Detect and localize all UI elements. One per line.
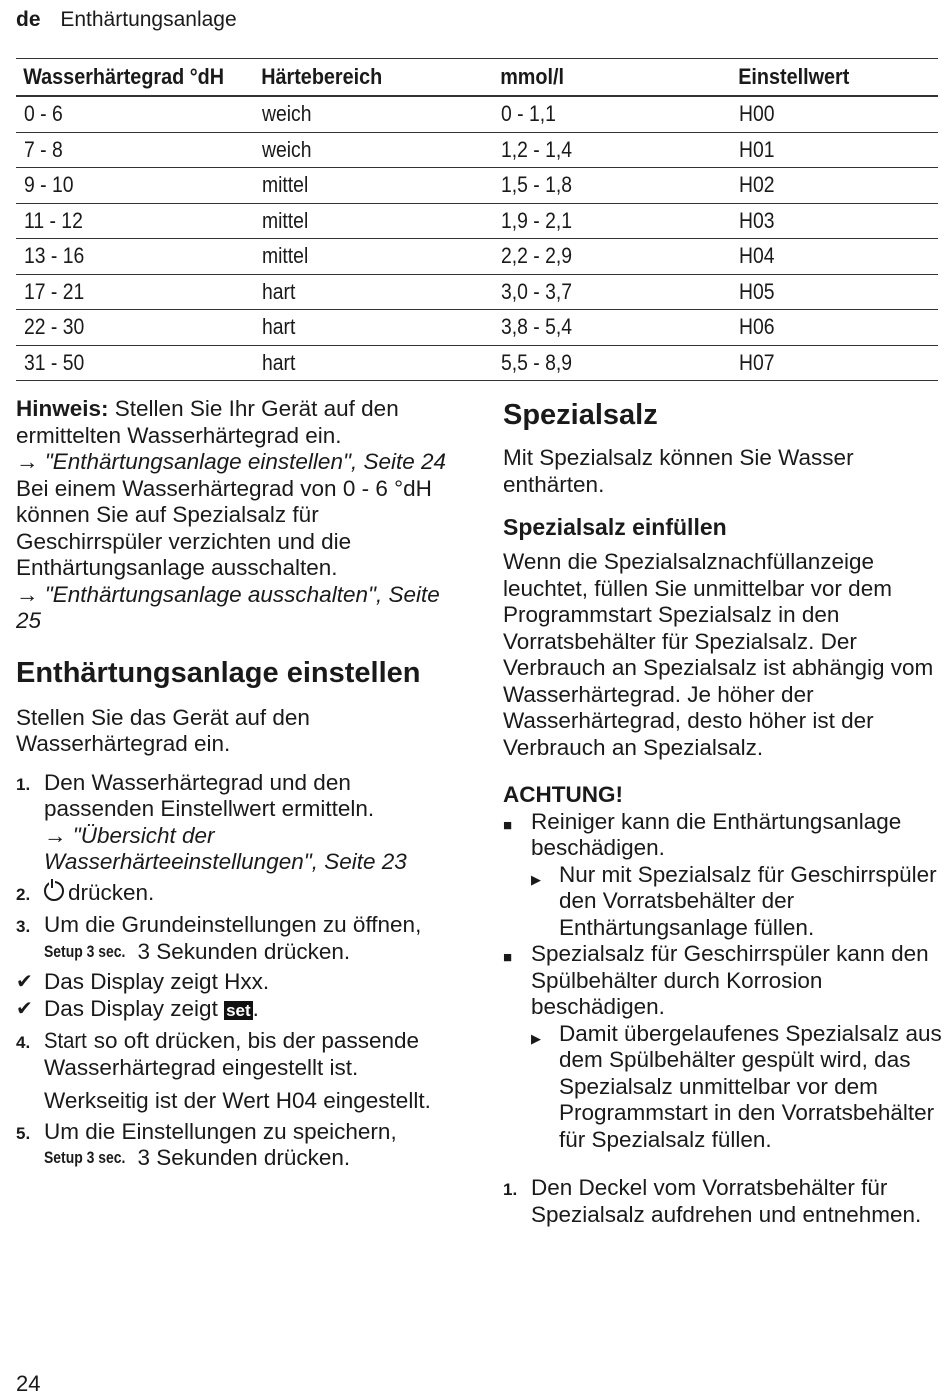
cell-dh: 11 - 12 [24,207,83,233]
warning-title: ACHTUNG! [503,782,623,807]
step-4 [16,1028,456,1115]
cell-dh: 0 - 6 [24,101,63,127]
step-number: 2. [16,884,31,904]
result-2: ✔ Das Display zeigt set. [16,996,456,1025]
subsection-heading: Spezialsalz einfüllen [503,514,727,540]
step-2 [16,880,456,909]
intro-text: Stellen Sie das Gerät auf den Wasserhärtegrad ein. [16,704,310,756]
cell-range: hart [262,314,296,340]
table-row [16,345,938,381]
section-title: Enthärtungsanlage [60,8,237,31]
language-code: de [16,8,41,31]
power-icon [44,881,64,901]
square-bullet-icon: ■ [503,816,513,834]
step-extra-text: Werkseitig ist der Wert H04 eingestellt. [44,1088,431,1113]
cell-dh: 9 - 10 [24,172,74,198]
cell-setting: H00 [739,101,775,127]
cell-range: hart [262,349,296,375]
cross-reference-link[interactable]: → "Enthärtungsanlage einstellen", Seite 24 [16,449,447,474]
cell-range: weich [262,136,312,162]
cell-range: mittel [262,172,309,198]
column-header-mmol: mmol/l [493,59,707,97]
table-header-row [16,59,938,97]
triangle-bullet-icon: ▶ [531,871,541,887]
step-text: 3 Sekunden drücken. [137,938,351,964]
action-item [531,1021,943,1154]
column-header-hardness-range: Härtebereich [254,59,469,97]
page-number: 24 [16,1371,41,1396]
cell-setting: H05 [739,278,775,304]
cell-dh: 7 - 8 [24,136,63,162]
table-row [16,239,938,275]
step-text: 3 Sekunden drücken. [137,1145,351,1170]
cell-dh: 31 - 50 [24,349,85,375]
table-row [16,96,938,132]
triangle-bullet-icon: ▶ [531,1030,541,1046]
cell-mmol: 3,8 - 5,4 [501,314,573,340]
note-paragraph [16,396,456,449]
table-row [16,274,938,310]
cross-reference-link[interactable]: → "Übersicht der Wasserhärteeinstellungen", Seite 23 [44,822,407,874]
step-5 [16,1119,456,1172]
cell-mmol: 2,2 - 2,9 [501,243,573,269]
step-text: Den Deckel vom Vorratsbehälter für Spezialsalz aufdrehen und entnehmen. [531,1175,922,1227]
table-row [16,132,938,168]
table-row [16,168,938,204]
note-text-2: Bei einem Wasserhärtegrad von 0 - 6 °dH können Sie auf Spezialsalz für Geschirrspüler verzichten und die Enthärtungsanlage ausschalten. [16,475,432,580]
cell-setting: H01 [739,136,775,162]
cell-setting: H07 [739,349,775,375]
step-number: 3. [16,917,31,936]
step-text: Um die Grundeinstellungen zu öffnen, [44,912,422,937]
body-paragraph: Wenn die Spezialsalznachfüllanzeige leuchtet, füllen Sie unmittelbar vor dem Programmstart Spezialsalz in den Vorratsbehälter für Spezialsalz. Der Verbrauch an Spezialsalz ist abhängig vom Wasserhärtegrad. Je höher der Wasserhärtegrad, desto höher ist der Verbrauch an Spezialsalz. [503,549,934,760]
cell-mmol: 1,2 - 1,4 [501,136,573,162]
cell-mmol: 3,0 - 3,7 [501,278,573,304]
step-text: so oft drücken, bis der passende Wasserhärtegrad eingestellt ist. [44,1028,419,1080]
section-heading: Spezialsalz [503,399,658,431]
table-row [16,203,938,239]
display-set-indicator: set [226,1000,251,1020]
action-text: Damit übergelaufenes Spezialsalz aus dem Spülbehälter gespült wird, das Spezialsalz unmittelbar vor dem Programmstart in den Vorratsbehälter für Spezialsalz füllen. [559,1020,942,1152]
cell-dh: 22 - 30 [24,314,85,340]
intro-text: Mit Spezialsalz können Sie Wasser enthärten. [503,445,854,497]
setup-key-label: Setup 3 sec. [44,1148,126,1167]
step-number: 5. [16,1123,31,1143]
cell-mmol: 1,9 - 2,1 [501,207,573,233]
cell-mmol: 0 - 1,1 [501,101,556,127]
step-number: 1. [503,1180,518,1199]
cell-setting: H04 [739,243,775,269]
step-3 [16,912,456,965]
warning-bullet [503,809,943,862]
cell-mmol: 5,5 - 8,9 [501,349,573,375]
square-bullet-icon: ■ [503,949,513,966]
bullet-text: Reiniger kann die Enthärtungsanlage beschädigen. [531,808,902,860]
table-row [16,310,938,346]
start-key-label: Start [44,1028,87,1053]
bullet-text: Spezialsalz für Geschirrspüler kann den Spülbehälter durch Korrosion beschädigen. [531,941,929,1019]
cross-reference-link[interactable]: → "Enthärtungsanlage ausschalten", Seite 25 [16,581,440,633]
warning-bullet [503,941,943,1021]
action-text: Nur mit Spezialsalz für Geschirrspüler den Vorratsbehälter der Enthärtungsanlage füllen. [559,861,937,940]
setup-key-label: Setup 3 sec. [44,941,126,961]
cell-range: mittel [262,207,309,233]
step-text: drücken. [68,879,155,905]
step-text: Um die Einstellungen zu speichern, [44,1118,397,1144]
column-header-setting: Einstellwert [731,59,917,97]
water-hardness-table [16,58,938,381]
checkmark-icon: ✔ [16,971,33,993]
result-1 [16,969,456,996]
column-header-hardness-dh: Wasserhärtegrad °dH [16,59,230,97]
note-label: Hinweis: [16,396,109,421]
step-number: 1. [16,774,31,794]
result-text: Das Display zeigt [44,995,218,1021]
cell-dh: 17 - 21 [24,278,85,304]
checkmark-icon: ✔ [16,997,33,1020]
step-1 [16,770,456,876]
step-text: Den Wasserhärtegrad und den passenden Einstellwert ermitteln. [44,769,375,821]
cell-dh: 13 - 16 [24,243,85,269]
section-heading: Enthärtungsanlage einstellen [16,656,421,689]
cell-setting: H03 [739,207,775,233]
result-text: Das Display zeigt Hxx. [44,969,270,994]
step-number: 4. [16,1033,31,1052]
cell-range: weich [262,101,312,127]
page-header [16,8,237,32]
action-item [531,862,943,942]
cell-range: hart [262,278,296,304]
cell-range: mittel [262,243,309,269]
right-column [503,396,943,1228]
cell-mmol: 1,5 - 1,8 [501,172,573,198]
cell-setting: H06 [739,314,775,340]
step-1 [503,1175,943,1228]
note-text: Stellen Sie Ihr Gerät auf den ermittelten Wasserhärtegrad ein. [16,396,399,448]
cell-setting: H02 [739,172,775,198]
left-column [16,396,456,1172]
